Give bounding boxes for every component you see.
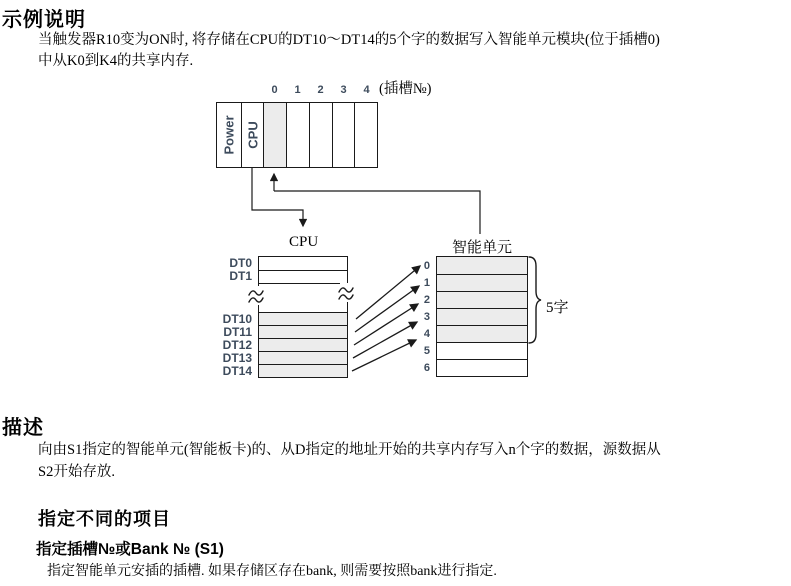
unit-row-label-1: 1 xyxy=(423,277,430,289)
table-row xyxy=(437,359,527,376)
cpu-module-label: CPU xyxy=(245,121,261,149)
power-module xyxy=(217,103,241,167)
table-row xyxy=(259,364,347,377)
cpu-table-title: CPU xyxy=(289,234,319,250)
rack-slot-0 xyxy=(263,103,286,167)
cpu-module xyxy=(241,103,264,167)
section-title-description: 描述 xyxy=(2,417,44,439)
unit-memory-table xyxy=(436,256,528,377)
rack-slot-3 xyxy=(332,103,355,167)
slot0-to-unit-connector-icon xyxy=(274,174,480,234)
table-row xyxy=(437,325,527,342)
slot-number-caption: (插槽№) xyxy=(379,81,432,97)
slot-number-3: 3 xyxy=(340,84,347,96)
slot-number-1: 1 xyxy=(294,84,301,96)
table-row xyxy=(259,257,347,270)
table-row-break xyxy=(259,283,347,312)
unit-row-label-0: 0 xyxy=(423,260,430,272)
table-row xyxy=(259,312,347,325)
cpu-row-label-dt1: DT1 xyxy=(229,269,252,283)
slot-number-2: 2 xyxy=(317,84,324,96)
power-module-label: Power xyxy=(221,115,237,155)
table-row xyxy=(437,274,527,291)
rack-slot-4 xyxy=(354,103,377,167)
cpu-to-table-connector-icon xyxy=(252,167,303,226)
intro-line-1: 当触发器R10变为ON时, 将存储在CPU的DT10～DT14的5个字的数据写入智能单元模块(位于插槽0) xyxy=(38,32,660,48)
slot-number-0: 0 xyxy=(271,84,278,96)
table-row xyxy=(259,351,347,364)
table-row xyxy=(437,308,527,325)
subsection-title-slot-bank: 指定插槽№或Bank № (S1) xyxy=(36,541,224,558)
table-row xyxy=(437,342,527,359)
rack-slot-2 xyxy=(309,103,332,167)
unit-row-label-6: 6 xyxy=(423,362,430,374)
table-row xyxy=(259,338,347,351)
table-row xyxy=(259,325,347,338)
cpu-row-label-dt10: DT10 xyxy=(222,312,252,326)
plc-rack xyxy=(216,102,378,168)
cpu-row-label-dt13: DT13 xyxy=(222,351,252,365)
description-line-1: 向由S1指定的智能单元(智能板卡)的、从D指定的地址开始的共享内存写入n个字的数据，源数据从 xyxy=(38,442,661,458)
unit-row-label-3: 3 xyxy=(423,311,430,323)
table-row xyxy=(437,291,527,308)
slot-number-4: 4 xyxy=(363,84,370,96)
table-row xyxy=(437,257,527,274)
cpu-row-label-dt11: DT11 xyxy=(223,325,252,339)
cpu-row-label-dt0: DT0 xyxy=(229,256,252,270)
description-line-2: S2开始存放. xyxy=(38,464,115,480)
unit-row-label-2: 2 xyxy=(423,294,430,306)
unit-row-label-5: 5 xyxy=(423,345,430,357)
section-title-specify-items: 指定不同的项目 xyxy=(38,509,171,529)
slot-bank-body: 指定智能单元安插的插槽. 如果存储区存在bank, 则需要按照bank进行指定. xyxy=(47,564,497,579)
cpu-row-label-dt12: DT12 xyxy=(222,338,252,352)
rack-slot-1 xyxy=(286,103,309,167)
section-title-example: 示例说明 xyxy=(2,9,86,31)
brace-icon xyxy=(529,257,541,343)
table-row xyxy=(259,270,347,283)
unit-table-title: 智能单元 xyxy=(452,240,513,256)
unit-row-label-4: 4 xyxy=(423,328,430,340)
five-words-label: 5字 xyxy=(546,300,569,316)
cpu-memory-table xyxy=(258,256,348,378)
cpu-row-label-dt14: DT14 xyxy=(222,364,252,378)
intro-line-2: 中从K0到K4的共享内存. xyxy=(38,53,194,69)
